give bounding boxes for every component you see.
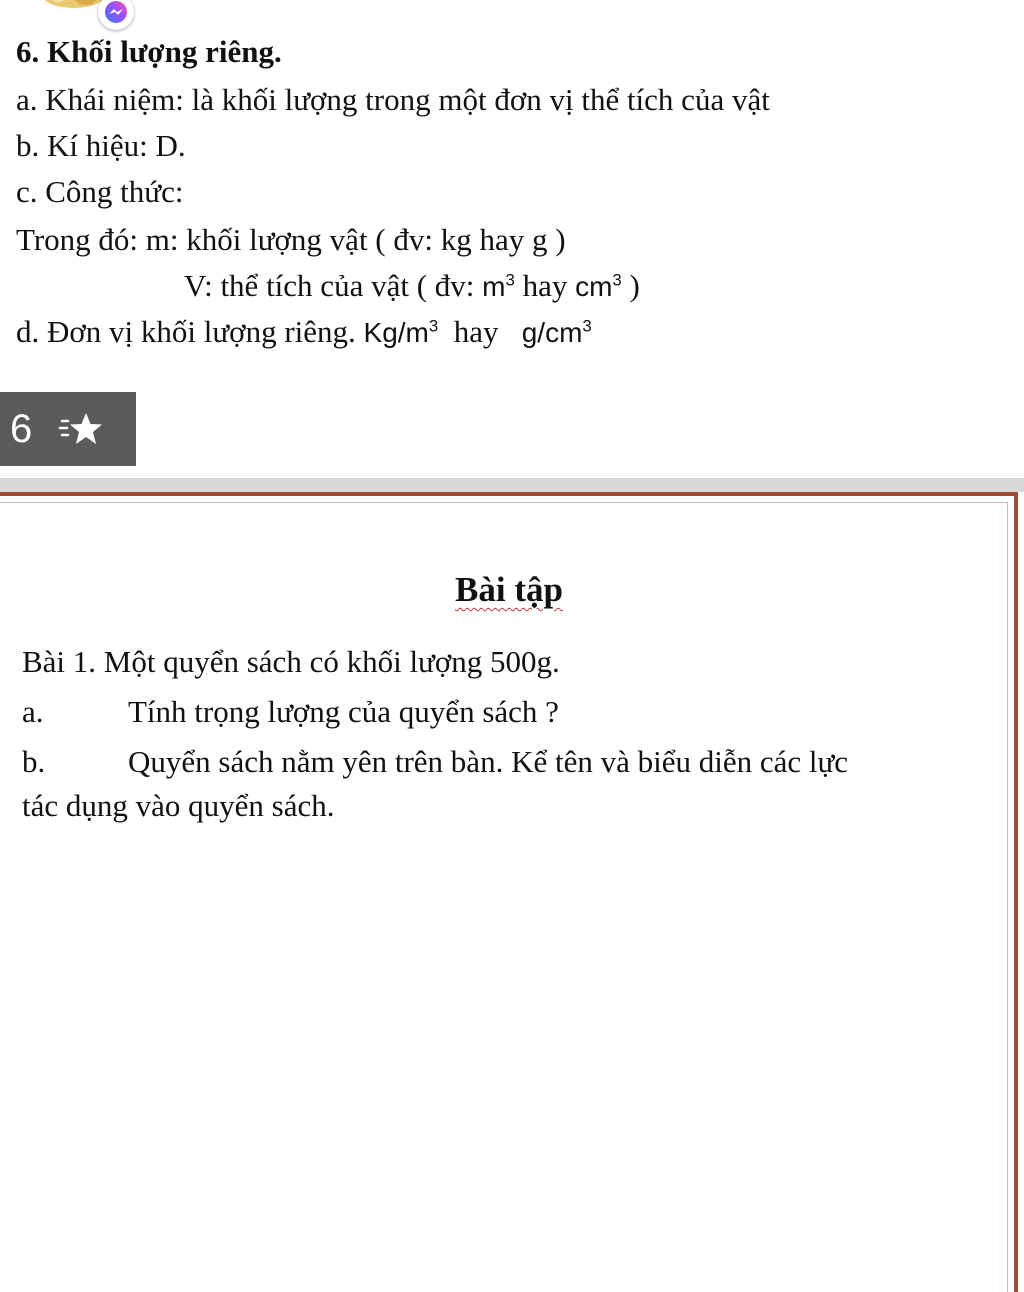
- unit-kg-m3: [364, 317, 439, 348]
- star-icon[interactable]: [58, 411, 102, 447]
- where-v-line: [184, 268, 640, 304]
- messenger-bolt-icon: [104, 0, 128, 24]
- page-inner-border: [0, 502, 1008, 1292]
- star-glyph-icon: [58, 411, 102, 447]
- question-a-label: a.: [22, 694, 44, 729]
- question-b: [22, 744, 848, 780]
- question-b-text: Quyển sách nằm yên trên bàn. Kể tên và biểu diễn các lực: [128, 744, 849, 779]
- where-m-line: Trong đó: m: khối lượng vật ( đv: kg hay g ): [16, 222, 566, 257]
- unit-hay: hay: [438, 314, 522, 349]
- question-a: [22, 694, 559, 730]
- unit-kg-m3-exponent: 3: [428, 316, 439, 336]
- density-unit-line: [16, 314, 592, 350]
- page-gap: [0, 478, 1024, 492]
- unit-g-cm3-exponent: 3: [582, 316, 592, 336]
- symbol-line: b. Kí hiệu: D.: [16, 128, 186, 163]
- slide-number-badge[interactable]: [0, 392, 136, 466]
- unit-m3-base: m: [482, 271, 506, 302]
- unit-cm3-base: cm: [575, 271, 613, 302]
- problem-statement: Bài 1. Một quyển sách có khối lượng 500g.: [22, 644, 560, 679]
- v-hay: hay: [514, 268, 576, 303]
- slide-number: 6: [10, 406, 33, 451]
- section-title: 6. Khối lượng riêng.: [16, 34, 282, 69]
- formula-line: c. Công thức:: [16, 174, 184, 209]
- unit-g-cm3-base: g/cm: [521, 317, 583, 348]
- concept-line: a. Khái niệm: là khối lượng trong một đơn vị thể tích của vật: [16, 82, 770, 117]
- v-description: V: thể tích của vật ( đv:: [184, 268, 483, 303]
- unit-cm3: [575, 271, 622, 302]
- unit-m3: [482, 271, 515, 302]
- unit-kg-m3-base: Kg/m: [363, 317, 429, 348]
- question-a-text: Tính trọng lượng của quyển sách ?: [128, 694, 559, 729]
- page-two: [0, 492, 1018, 1292]
- unit-m3-exponent: 3: [505, 270, 515, 290]
- v-close: ): [621, 268, 640, 303]
- question-b-continued: tác dụng vào quyển sách.: [22, 788, 335, 823]
- question-b-label: b.: [22, 744, 46, 779]
- exercise-heading: [0, 570, 1018, 610]
- page-one: [0, 0, 1024, 478]
- unit-prefix: d. Đơn vị khối lượng riêng.: [16, 314, 364, 349]
- unit-cm3-exponent: 3: [612, 270, 622, 290]
- unit-g-cm3: [522, 317, 592, 348]
- exercise-heading-text: Bài tập: [455, 570, 563, 609]
- messenger-icon[interactable]: [98, 0, 134, 30]
